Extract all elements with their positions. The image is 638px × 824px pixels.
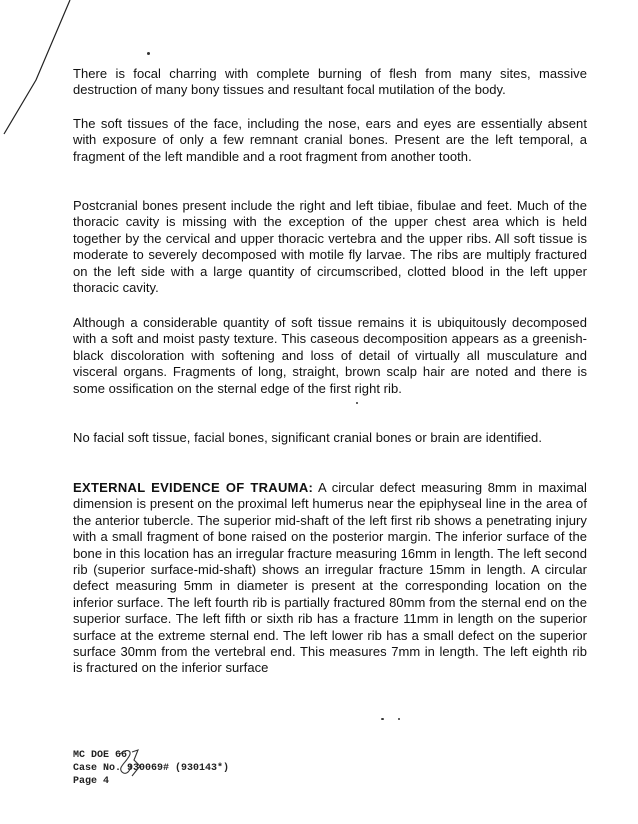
scan-speck	[356, 402, 358, 404]
paragraph-charring: There is focal charring with complete burning of flesh from many sites, massive destruction of many bony tissues and resultant focal mutilation of the body.	[73, 66, 587, 98]
paragraph-postcranial-bones: Postcranial bones present include the right and left tibiae, fibulae and feet. Much of the thoracic cavity is missing with the exception of the upper chest area which is held together by the cervical and upper thoracic vertebra and the upper ribs. All soft tissue is moderate to severely decomposed with motile fly larvae. The ribs are multiply fractured on the left side with a large quantity of circumscribed, clotted blood in the left upper thoracic cavity.	[73, 198, 587, 296]
footer-line-page: Page 4	[73, 776, 110, 787]
paragraph-external-trauma	[73, 480, 587, 677]
paragraph-facial-absence: No facial soft tissue, facial bones, significant cranial bones or brain are identified.	[73, 430, 542, 445]
paragraph-decomposition: Although a considerable quantity of soft tissue remains it is ubiquitously decomposed with a soft and moist pasty texture. This caseous decomposition appears as a greenish-black discoloration with softening and loss of detail of virtually all musculature and visceral organs. Fragments of long, straight, brown scalp hair are noted and there is some ossification on the sternal edge of the first right rib.	[73, 315, 587, 396]
scan-speck	[381, 718, 384, 720]
footer-line-doe: MC DOE 66	[73, 750, 128, 761]
handwritten-page-mark	[114, 746, 144, 780]
footer-line-case: Case No. 930069# (930143*)	[73, 763, 230, 774]
scan-edge-line	[0, 0, 80, 140]
trauma-text: A circular defect measuring 8mm in maximal dimension is present on the proximal left humerus near the epiphyseal line in the area of the anterior tubercle. The superior mid-shaft of the left first rib shows a penetrating injury with a small fragment of bone raised on the posterior margin. The inferior surface of the bone in this location has an irregular fracture measuring 16mm in length. The left second rib (superior surface-mid-shaft) shows an irregular fracture 15mm in length. A circular defect measuring 5mm in diameter is present at the corresponding location on the inferior surface. The left fourth rib is partially fractured 80mm from the sternal end on the superior surface. The left fifth or sixth rib has a fracture 11mm in length on the superior surface at the extreme sternal end. The left lower rib has a small defect on the superior surface 30mm from the vertebral end. This measures 7mm in length. The left eighth rib is fractured on the inferior surface	[73, 480, 587, 676]
scan-speck	[147, 52, 150, 55]
paragraph-face-soft-tissue: The soft tissues of the face, including the nose, ears and eyes are essentially absent with exposure of only a few remnant cranial bones. Present are the left temporal, a fragment of the left mandible and a root fragment from another tooth.	[73, 116, 587, 164]
scan-speck	[398, 718, 400, 720]
trauma-heading: EXTERNAL EVIDENCE OF TRAUMA:	[73, 480, 314, 495]
case-footer	[73, 749, 229, 788]
